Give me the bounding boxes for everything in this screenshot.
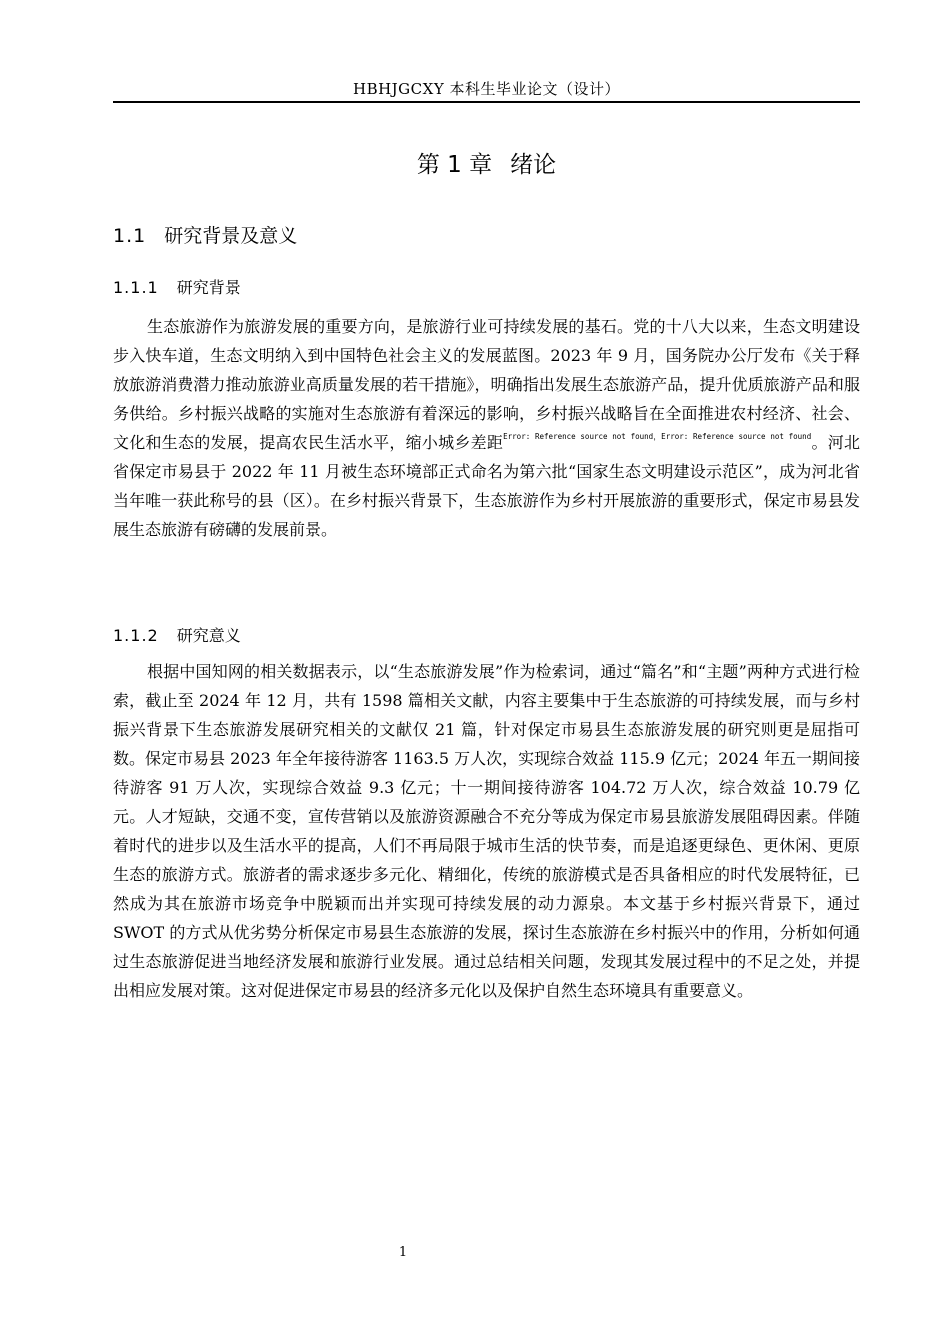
subsection-number: 1.1.2 xyxy=(113,626,159,645)
subsection-title: 研究意义 xyxy=(176,626,241,645)
chapter-title xyxy=(113,146,860,179)
section-number: 1.1 xyxy=(113,225,147,247)
paragraph-significance: 根据中国知网的相关数据表示，以“生态旅游发展”作为检索词，通过“篇名”和“主题”两种方式进行检索，截止至 2024 年 12 月，共有 1598 篇相关文献，内容主要集中于生态旅游的可持续发展，而与乡村振兴背景下生态旅游发展研究相关的文献仅 21 篇，针对保定市易县生态旅游发展的研究则更是屈指可数。保定市易县 2023 年全年接待游客 1163.5 万人次，实现综合效益 115.9 亿元；2024 年五一期间接待游客 91 万人次，实现综合效益 9.3 亿元；十一期间接待游客 104.72 万人次，综合效益 10.79 亿元。人才短缺，交通不变，宣传营销以及旅游资源融合不充分等成为保定市易县旅游发展阻碍因素。伴随着时代的进步以及生活水平的提高，人们不再局限于城市生活的快节奏，而是追逐更绿色、更休闲、更原生态的旅游方式。旅游者的需求逐步多元化、精细化，传统的旅游模式是否具备相应的时代发展特征，已然成为其在旅游市场竞争中脱颖而出并实现可持续发展的动力源泉。本文基于乡村振兴背景下，通过 SWOT 的方式从优劣势分析保定市易县生态旅游的发展，探讨生态旅游在乡村振兴中的作用，分析如何通过生态旅游促进当地经济发展和旅游行业发展。通过总结相关问题，发现其发展过程中的不足之处，并提出相应发展对策。这对促进保定市易县的经济多元化以及保护自然生态环境具有重要意义。 xyxy=(113,662,860,1000)
subsection-title: 研究背景 xyxy=(176,278,241,297)
reference-error-citation: Error: Reference source not found，Error: Reference source not found xyxy=(503,432,812,441)
subsection-heading-background xyxy=(113,275,241,298)
paragraph-background xyxy=(113,312,860,544)
page-number: 1 xyxy=(398,1245,408,1260)
chapter-number: 第 1 章 xyxy=(416,152,493,178)
section-heading xyxy=(113,221,297,248)
subsection-heading-significance xyxy=(113,623,241,646)
header-rule xyxy=(113,101,860,103)
paragraph-text-part2: 。河北省保定市易县于 2022 年 11 月被生态环境部正式命名为第六批“国家生态文明建设示范区”，成为河北省当年唯一获此称号的县（区）。在乡村振兴背景下，生态旅游作为乡村开展旅游的重要形式，保定市易县发展生态旅游有磅礴的发展前景。 xyxy=(113,433,860,539)
subsection-number: 1.1.1 xyxy=(113,278,159,297)
paragraph-text-part1: 生态旅游作为旅游发展的重要方向，是旅游行业可持续发展的基石。党的十八大以来，生态文明建设步入快车道，生态文明纳入到中国特色社会主义的发展蓝图。2023 年 9 月，国务院办公厅发布《关于释放旅游消费潜力推动旅游业高质量发展的若干措施》，明确指出发展生态旅游产品，提升优质旅游产品和服务供给。乡村振兴战略的实施对生态旅游有着深远的影响，乡村振兴战略旨在全面推进农村经济、社会、文化和生态的发展，提高农民生活水平，缩小城乡差距 xyxy=(113,317,860,452)
chapter-name: 绪论 xyxy=(510,152,557,178)
section-title: 研究背景及意义 xyxy=(164,225,298,247)
running-header: HBHJGCXY 本科生毕业论文（设计） xyxy=(352,80,620,98)
